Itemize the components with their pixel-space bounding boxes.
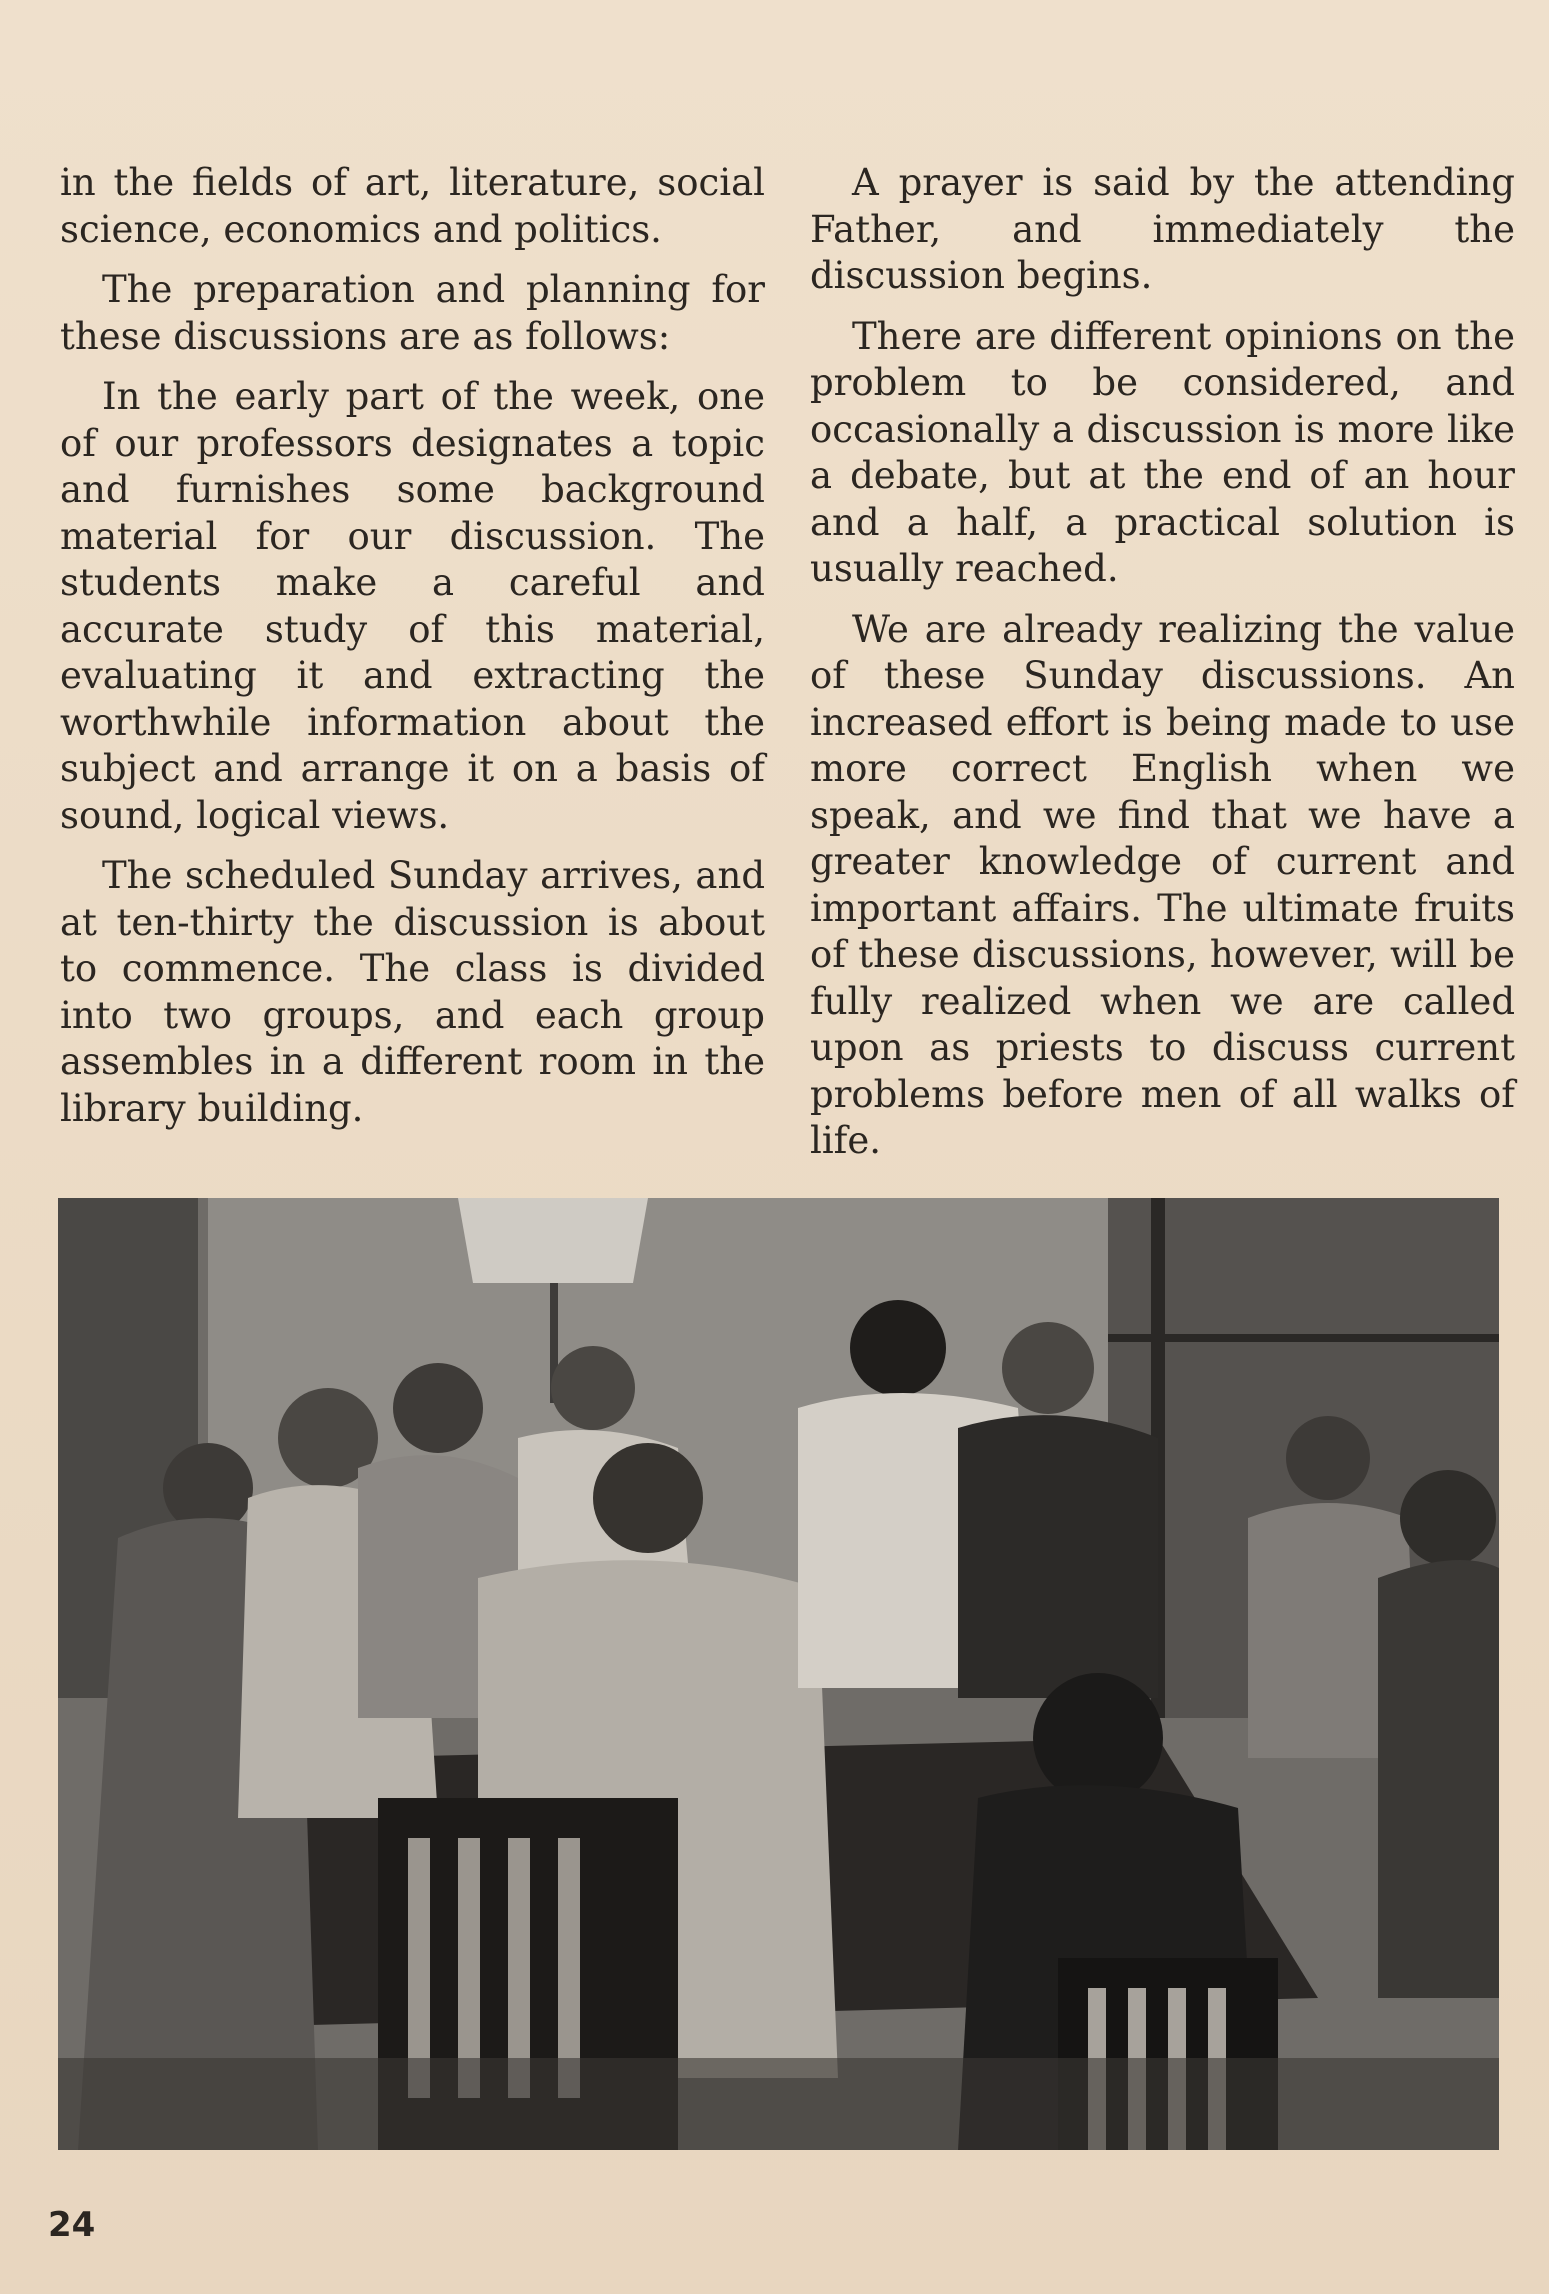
- paragraph: In the early part of the week, one of our professors designates a topic and furnishes some background material for our discussion. The students make a careful and accurate study of this material, evaluating it and extracting the worthwhile information about the subject and arrange it on a basis of sound, logical views.: [60, 375, 765, 837]
- paragraph: A prayer is said by the attending Father, and immediately the discussion begins.: [810, 161, 1515, 297]
- paragraph: We are already realizing the value of these Sunday discussions. An increased effort is being made to use more correct English when we speak, and we find that we have a greater knowledge of current and important affairs. The ultimate fruits of these discussions, however, will be fully realized when we are called upon as priests to discuss current problems before men of all walks of life.: [810, 607, 1515, 1162]
- right-text-column: [810, 160, 1515, 1179]
- paragraph: in the fields of art, literature, social science, economics and politics.: [60, 161, 765, 251]
- paragraph: There are different opinions on the problem to be considered, and occasionally a discussion is more like a debate, but at the end of an hour and a half, a practical solution is usually reached.: [810, 314, 1515, 590]
- paragraph: The scheduled Sunday arrives, and at ten-thirty the discussion is about to commence. The class is divided into two groups, and each group assembles in a different room in the library building.: [60, 854, 765, 1130]
- page-number: 24: [48, 2205, 96, 2245]
- left-text-column: [60, 160, 765, 1146]
- photo-illustration: [58, 1198, 1499, 2150]
- group-discussion-photo: [58, 1198, 1499, 2150]
- paragraph: The preparation and planning for these discussions are as follows:: [60, 268, 765, 358]
